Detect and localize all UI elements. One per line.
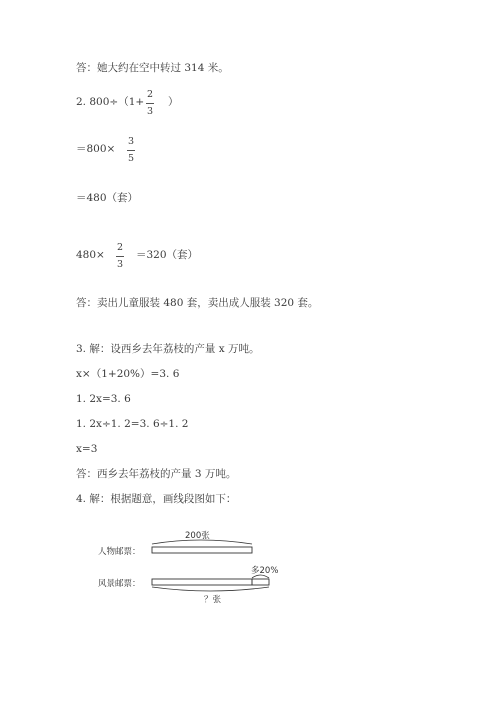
row1-top-label: 200张 xyxy=(185,531,210,541)
fraction-3-5 xyxy=(127,136,135,165)
denominator: 3 xyxy=(116,259,124,270)
answer-1: 答：她大约在空中转过 314 米。 xyxy=(76,62,229,74)
p2-step-4: 480× xyxy=(76,249,105,261)
p3-line-1: x×（1+20%）=3. 6 xyxy=(76,368,180,380)
fraction-2-3-b xyxy=(116,242,124,271)
problem-2-answer: 答：卖出儿童服装 480 套，卖出成人服装 320 套。 xyxy=(76,297,319,309)
denominator: 3 xyxy=(146,106,154,117)
line-segment-diagram xyxy=(90,525,290,605)
fraction-bar xyxy=(116,256,124,257)
fraction-2-3 xyxy=(146,89,154,118)
fraction-bar xyxy=(146,103,154,104)
p3-line-6: 4. 解：根据题意，画线段图如下： xyxy=(76,493,237,505)
problem-2-line-3: ＝480（套） xyxy=(76,192,139,204)
p3-line-2: 1. 2x=3. 6 xyxy=(76,393,131,405)
row1-label: 人物邮票： xyxy=(98,547,141,557)
row2-base-segment xyxy=(152,579,252,585)
p3-line-5: 答：西乡去年荔枝的产量 3 万吨。 xyxy=(76,468,237,480)
row2-extra-label: 多20% xyxy=(251,566,279,576)
row2-bottom-brace xyxy=(152,587,269,591)
row1-segment xyxy=(152,547,252,553)
p3-line-0: 3. 解：设西乡去年荔枝的产量 x 万吨。 xyxy=(76,343,260,355)
numerator: 2 xyxy=(146,89,154,100)
denominator: 5 xyxy=(127,153,135,164)
row2-label: 风景邮票： xyxy=(98,579,141,589)
fraction-bar xyxy=(127,150,135,151)
row2-extra-segment xyxy=(252,579,269,585)
p2-step-2: ＝800× xyxy=(76,143,116,155)
p2-expr-start: 2. 800÷（1+ xyxy=(76,96,145,108)
p2-expr-end: ） xyxy=(168,96,179,108)
numerator: 2 xyxy=(116,242,124,253)
p3-line-3: 1. 2x÷1. 2=3. 6÷1. 2 xyxy=(76,418,189,430)
p2-result: ＝320（套） xyxy=(136,249,199,261)
p3-line-4: x=3 xyxy=(76,443,98,455)
numerator: 3 xyxy=(127,136,135,147)
row2-bottom-label: ？张 xyxy=(204,595,222,605)
